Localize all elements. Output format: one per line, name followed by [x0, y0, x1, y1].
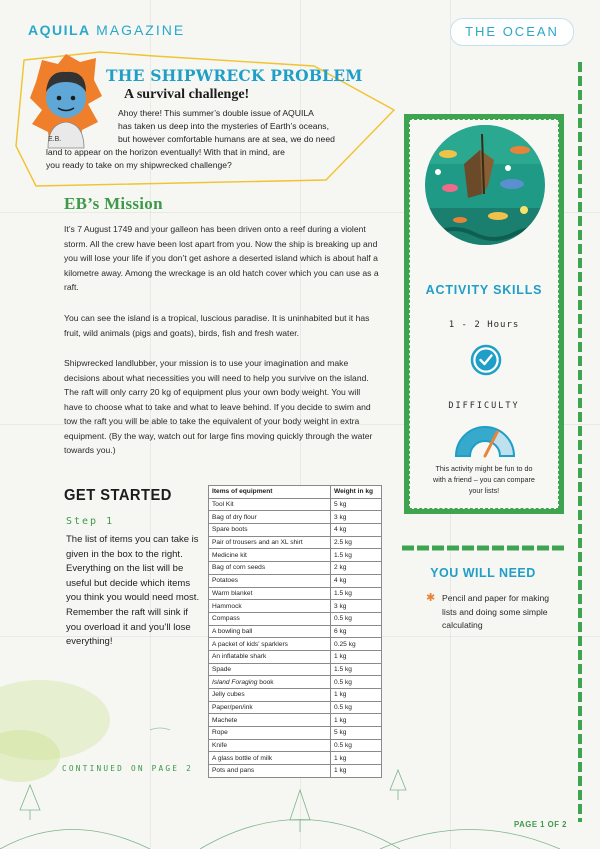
item-cell: Tool Kit — [209, 498, 331, 511]
table-row — [209, 524, 382, 537]
weight-cell: 2 kg — [331, 562, 382, 575]
ocean-illustration-icon — [424, 124, 546, 246]
weight-cell: 1.5 kg — [331, 663, 382, 676]
item-cell: Knife — [209, 739, 331, 752]
continued-note: CONTINUED ON PAGE 2 — [62, 764, 193, 773]
step-text: The list of items you can take is given in the box to the right. Everything on the list will be useful but decide which items you think you would need most. Remember the raft will sink if you overload it and you’ll lose everything! — [66, 534, 200, 648]
brand-name: AQUILA — [28, 22, 91, 38]
item-cell: Spade — [209, 663, 331, 676]
intro-line: you ready to take on my shipwrecked challenge? — [46, 160, 232, 170]
table-row — [209, 562, 382, 575]
item-cell: Spare boots — [209, 524, 331, 537]
section-tab: THE OCEAN — [450, 18, 574, 46]
weight-cell: 0.5 kg — [331, 676, 382, 689]
star-bullet-icon: ✱ — [426, 592, 436, 604]
weight-cell: 4 kg — [331, 574, 382, 587]
table-row — [209, 638, 382, 651]
weight-cell: 0.5 kg — [331, 612, 382, 625]
weight-cell: 1 kg — [331, 714, 382, 727]
item-cell: A glass bottle of milk — [209, 752, 331, 765]
activity-skills-title: ACTIVITY SKILLS — [425, 283, 543, 297]
weight-cell: 1.5 kg — [331, 587, 382, 600]
brand-suffix: MAGAZINE — [96, 22, 186, 38]
page-subtitle: A survival challenge! — [124, 87, 250, 102]
weight-cell: 4 kg — [331, 524, 382, 537]
page-number: PAGE 1 OF 2 — [514, 820, 568, 829]
weight-cell: 1 kg — [331, 650, 382, 663]
check-icon — [470, 344, 502, 376]
weight-cell: 3 kg — [331, 600, 382, 613]
weight-cell: 6 kg — [331, 625, 382, 638]
weight-cell: 3 kg — [331, 511, 382, 524]
item-cell: A bowling ball — [209, 625, 331, 638]
intro-line: land to appear on the horizon eventually! With that in mind, are — [46, 147, 285, 157]
intro-line: has taken us deep into the mysteries of Earth’s oceans, — [118, 121, 329, 131]
activity-duration: 1 - 2 Hours — [448, 320, 520, 330]
mission-heading: EB’s Mission — [64, 194, 163, 213]
weight-cell: 0.5 kg — [331, 739, 382, 752]
item-cell: Jelly cubes — [209, 689, 331, 702]
need-item: Pencil and paper for making lists and doing some simple calculating — [442, 593, 550, 631]
weight-cell: 0.5 kg — [331, 701, 382, 714]
column-header-item: Items of equipment — [209, 486, 331, 499]
avatar-initials: E.B. — [48, 136, 62, 143]
weight-cell: 1 kg — [331, 765, 382, 778]
item-cell: Compass — [209, 612, 331, 625]
activity-note: This activity might be fun to do with a friend – you can compare your lists! — [433, 464, 535, 495]
item-cell: A packet of kids’ sparklers — [209, 638, 331, 651]
item-cell: Warm blanket — [209, 587, 331, 600]
mission-paragraph: Shipwrecked landlubber, your mission is to use your imagination and make decisions about what necessities you will need to help you survive on the island. The raft will only carry 20 kg of equipment plus your own body weight. You will have to choose what to take and what to leave behind. If you decide to swim and tow the raft you will be able to take the equivalent of your body weight in extra equipment. (By the way, watch out for large fins moving quickly through the water towards you.) — [64, 358, 373, 455]
table-row — [209, 511, 382, 524]
table-row — [209, 600, 382, 613]
item-cell: Pots and pans — [209, 765, 331, 778]
difficulty-label: DIFFICULTY — [448, 401, 520, 411]
item-cell: Potatoes — [209, 574, 331, 587]
table-row — [209, 574, 382, 587]
landscape-decoration — [0, 660, 600, 849]
weight-cell: 1.5 kg — [331, 549, 382, 562]
get-started-heading: GET STARTED — [64, 487, 172, 504]
item-cell: Rope — [209, 727, 331, 740]
you-will-need-heading: YOU WILL NEED — [430, 566, 536, 580]
table-row — [209, 612, 382, 625]
mission-paragraph: You can see the island is a tropical, luscious paradise. It is uninhabited but it has fruit, wild animals (pigs and goats), birds, fish and fresh water. — [64, 313, 370, 338]
item-cell: Machete — [209, 714, 331, 727]
need-divider — [402, 544, 564, 552]
weight-cell: 1 kg — [331, 752, 382, 765]
table-header-row — [209, 486, 382, 499]
weight-cell: 0.25 kg — [331, 638, 382, 651]
table-row — [209, 625, 382, 638]
column-header-weight: Weight in kg — [331, 486, 382, 499]
difficulty-gauge — [452, 418, 518, 458]
item-cell: Hammock — [209, 600, 331, 613]
magazine-brand — [28, 22, 185, 38]
weight-cell: 2.5 kg — [331, 536, 382, 549]
table-row — [209, 536, 382, 549]
table-row — [209, 549, 382, 562]
table-row — [209, 498, 382, 511]
item-cell: Bag of corn seeds — [209, 562, 331, 575]
item-cell: An inflatable shark — [209, 650, 331, 663]
step-label: Step 1 — [66, 516, 115, 527]
item-cell: Medicine kit — [209, 549, 331, 562]
intro-line: but however comfortable humans are at sea, we do need — [118, 134, 335, 144]
weight-cell: 5 kg — [331, 498, 382, 511]
page-title: THE SHIPWRECK PROBLEM — [106, 66, 363, 85]
weight-cell: 5 kg — [331, 727, 382, 740]
item-cell: Bag of dry flour — [209, 511, 331, 524]
eb-avatar-icon — [28, 52, 104, 150]
mission-paragraph: It’s 7 August 1749 and your galleon has been driven onto a reef during a violent storm. All the crew have been lost apart from you. Now the ship is breaking up and you will lose your life if you don’t get ashore a deserted island which is about half a kilometre away. Among the wreckage is an old hatch cover which you can use as a raft. — [64, 224, 379, 292]
book-suffix: book — [257, 678, 274, 686]
item-cell: Pair of trousers and an XL shirt — [209, 536, 331, 549]
intro-line: Ahoy there! This summer’s double issue of AQUILA — [118, 108, 314, 118]
weight-cell: 1 kg — [331, 689, 382, 702]
book-title: Island Foraging — [212, 678, 258, 686]
table-row — [209, 587, 382, 600]
item-cell: Paper/pen/ink — [209, 701, 331, 714]
